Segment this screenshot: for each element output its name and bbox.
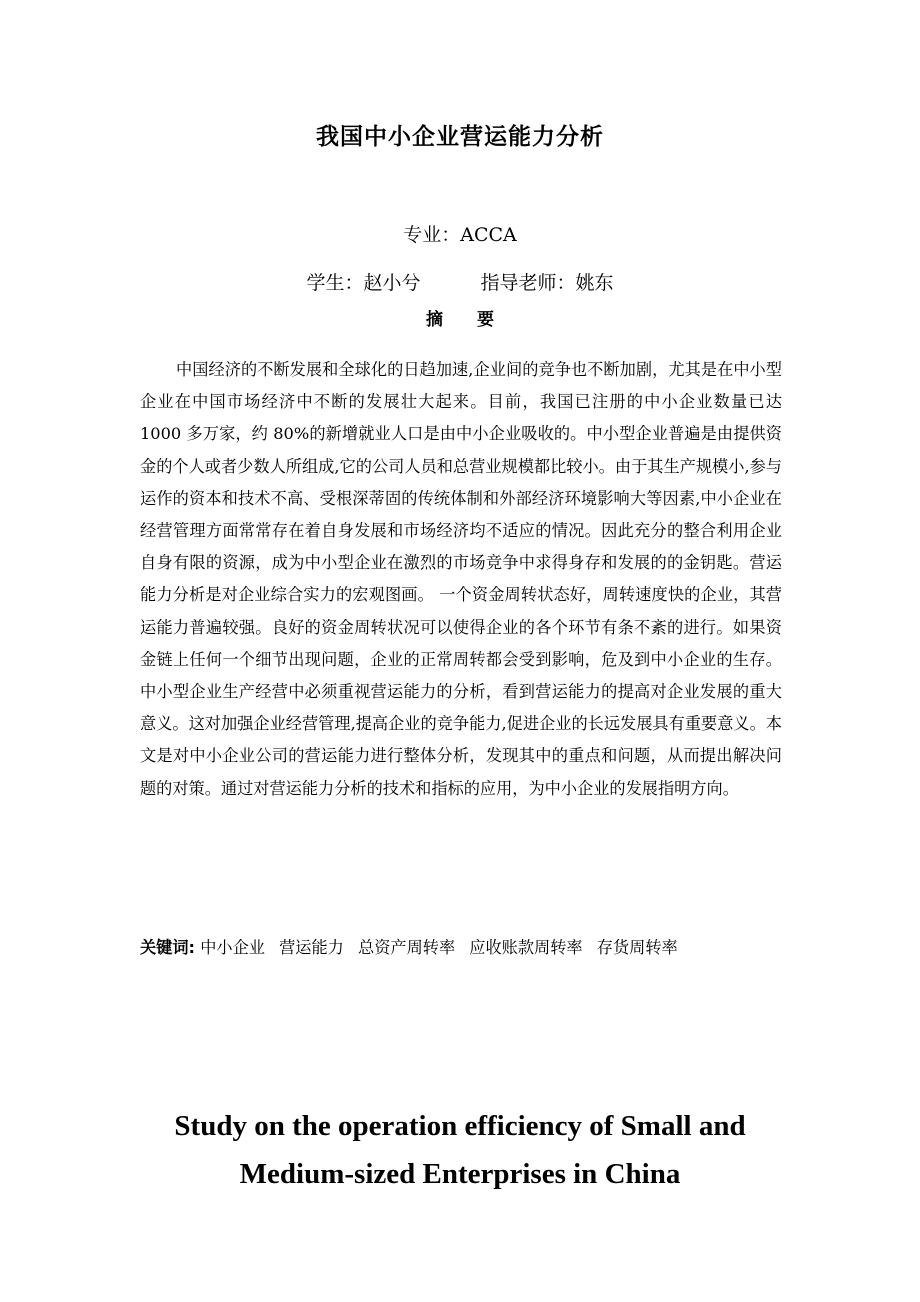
major-line: 专业：ACCA bbox=[403, 224, 517, 246]
keyword: 营运能力 bbox=[279, 938, 344, 957]
english-title bbox=[0, 1102, 920, 1198]
chinese-title: 我国中小企业营运能力分析 bbox=[316, 124, 604, 150]
advisor-name: 指导老师：姚东 bbox=[480, 272, 614, 294]
keywords-line bbox=[140, 934, 782, 958]
keyword: 应收账款周转率 bbox=[469, 938, 583, 957]
english-title-line-2: Medium-sized Enterprises in China bbox=[239, 1158, 681, 1190]
keywords-label: 关键词: bbox=[140, 938, 196, 957]
keyword: 存货周转率 bbox=[596, 938, 678, 957]
abstract-paragraph: 中国经济的不断发展和全球化的日趋加速,企业间的竞争也不断加剧，尤其是在中小型企业在中国市场经济中不断的发展壮大起来。目前，我国已注册的中小企业数量已达 1000 多万家，约 80%的新增就业人口是由中小企业吸收的。中小型企业普遍是由提供资金的个人或者少数人所组成,它的公司人员和总营业规模都比较小。由于其生产规模小,参与运作的资本和技术不高、受根深蒂固的传统体制和外部经济环境影响大等因素,中小企业在经营管理方面常常存在着自身发展和市场经济均不适应的情况。因此充分的整合利用企业自身有限的资源，成为中小型企业在激烈的市场竞争中求得身存和发展的的金钥匙。营运能力分析是对企业综合实力的宏观图画。 一个资金周转状态好，周转速度快的企业，其营运能力普遍较强。良好的资金周转状况可以使得企业的各个环节有条不紊的进行。如果资金链上任何一个细节出现问题，企业的正常周转都会受到影响，危及到中小企业的生存。中小型企业生产经营中必须重视营运能力的分析，看到营运能力的提高对企业发展的重大意义。这对加强企业经营管理,提高企业的竞争能力,促进企业的长远发展具有重要意义。本文是对中小企业公司的营运能力进行整体分析，发现其中的重点和问题，从而提出解决问题的对策。通过对营运能力分析的技术和指标的应用，为中小企业的发展指明方向。 bbox=[140, 360, 782, 798]
student-name: 学生：赵小兮 bbox=[306, 272, 421, 294]
english-title-line-1: Study on the operation efficiency of Small and bbox=[174, 1110, 746, 1142]
author-line bbox=[0, 268, 920, 295]
keyword: 中小企业 bbox=[200, 938, 265, 957]
keyword: 总资产周转率 bbox=[358, 938, 456, 957]
abstract-heading: 摘 要 bbox=[426, 310, 508, 330]
